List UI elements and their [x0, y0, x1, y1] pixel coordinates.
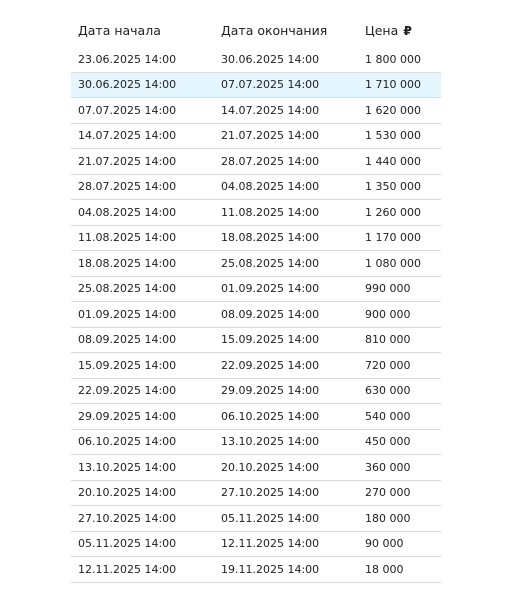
row-end-date: 22.09.2025 14:00 [221, 358, 320, 372]
row-end-date: 19.11.2025 14:00 [221, 562, 320, 576]
row-price: 1 350 000 [365, 180, 421, 194]
row-end-date: 30.06.2025 14:00 [221, 52, 320, 66]
row-start-date: 13.10.2025 14:00 [78, 460, 177, 474]
table-row[interactable] [71, 149, 441, 175]
header-end-date: Дата окончания [221, 22, 328, 38]
row-price: 540 000 [365, 409, 411, 423]
row-price: 450 000 [365, 435, 411, 449]
table-row[interactable] [71, 379, 441, 405]
row-end-date: 27.10.2025 14:00 [221, 486, 320, 500]
row-end-date: 18.08.2025 14:00 [221, 231, 320, 245]
table-row[interactable] [71, 404, 441, 430]
row-start-date: 18.08.2025 14:00 [78, 256, 177, 270]
row-start-date: 27.10.2025 14:00 [78, 511, 177, 525]
row-price: 1 800 000 [365, 52, 421, 66]
row-end-date: 06.10.2025 14:00 [221, 409, 320, 423]
row-end-date: 15.09.2025 14:00 [221, 333, 320, 347]
row-price: 180 000 [365, 511, 411, 525]
table-row[interactable] [71, 175, 441, 201]
row-end-date: 08.09.2025 14:00 [221, 307, 320, 321]
row-start-date: 29.09.2025 14:00 [78, 409, 177, 423]
table-row[interactable] [71, 353, 441, 379]
row-price: 1 440 000 [365, 154, 421, 168]
table-row[interactable] [71, 506, 441, 532]
row-price: 360 000 [365, 460, 411, 474]
row-start-date: 22.09.2025 14:00 [78, 384, 177, 398]
row-price: 270 000 [365, 486, 411, 500]
price-schedule-table [71, 14, 441, 583]
row-start-date: 12.11.2025 14:00 [78, 562, 177, 576]
header-price-label: Цена [365, 22, 399, 38]
table-row[interactable] [71, 277, 441, 303]
row-price: 1 080 000 [365, 256, 421, 270]
ruble-currency-icon: ₽ [403, 22, 412, 38]
table-row[interactable] [71, 302, 441, 328]
row-start-date: 28.07.2025 14:00 [78, 180, 177, 194]
row-start-date: 11.08.2025 14:00 [78, 231, 177, 245]
row-price: 900 000 [365, 307, 411, 321]
row-end-date: 29.09.2025 14:00 [221, 384, 320, 398]
row-end-date: 20.10.2025 14:00 [221, 460, 320, 474]
row-price: 1 170 000 [365, 231, 421, 245]
row-end-date: 13.10.2025 14:00 [221, 435, 320, 449]
table-row[interactable] [71, 47, 441, 73]
table-row[interactable] [71, 557, 441, 583]
row-price: 810 000 [365, 333, 411, 347]
row-start-date: 21.07.2025 14:00 [78, 154, 177, 168]
row-price: 990 000 [365, 282, 411, 296]
table-row[interactable] [71, 430, 441, 456]
row-end-date: 14.07.2025 14:00 [221, 103, 320, 117]
table-row[interactable] [71, 328, 441, 354]
row-start-date: 08.09.2025 14:00 [78, 333, 177, 347]
header-price [358, 23, 441, 38]
row-start-date: 23.06.2025 14:00 [78, 52, 177, 66]
row-start-date: 01.09.2025 14:00 [78, 307, 177, 321]
row-end-date: 07.07.2025 14:00 [221, 78, 320, 92]
row-end-date: 21.07.2025 14:00 [221, 129, 320, 143]
row-price: 1 710 000 [365, 78, 421, 92]
table-row[interactable] [71, 481, 441, 507]
table-body [71, 46, 441, 583]
row-price: 18 000 [365, 562, 404, 576]
row-price: 720 000 [365, 358, 411, 372]
header-start-date: Дата начала [78, 22, 161, 38]
row-start-date: 06.10.2025 14:00 [78, 435, 177, 449]
row-price: 1 530 000 [365, 129, 421, 143]
row-price: 90 000 [365, 537, 404, 551]
row-start-date: 15.09.2025 14:00 [78, 358, 177, 372]
table-row[interactable] [71, 251, 441, 277]
row-start-date: 14.07.2025 14:00 [78, 129, 177, 143]
row-price: 1 620 000 [365, 103, 421, 117]
row-start-date: 30.06.2025 14:00 [78, 78, 177, 92]
row-end-date: 12.11.2025 14:00 [221, 537, 320, 551]
row-start-date: 25.08.2025 14:00 [78, 282, 177, 296]
table-row[interactable] [71, 455, 441, 481]
table-row[interactable] [71, 73, 441, 99]
table-row[interactable] [71, 200, 441, 226]
row-price: 1 260 000 [365, 205, 421, 219]
row-end-date: 04.08.2025 14:00 [221, 180, 320, 194]
row-price: 630 000 [365, 384, 411, 398]
row-start-date: 05.11.2025 14:00 [78, 537, 177, 551]
table-row[interactable] [71, 124, 441, 150]
table-row[interactable] [71, 98, 441, 124]
table-row[interactable] [71, 226, 441, 252]
table-row[interactable] [71, 532, 441, 558]
table-header-row [71, 14, 441, 46]
row-end-date: 11.08.2025 14:00 [221, 205, 320, 219]
row-start-date: 07.07.2025 14:00 [78, 103, 177, 117]
row-start-date: 20.10.2025 14:00 [78, 486, 177, 500]
row-end-date: 28.07.2025 14:00 [221, 154, 320, 168]
row-start-date: 04.08.2025 14:00 [78, 205, 177, 219]
row-end-date: 25.08.2025 14:00 [221, 256, 320, 270]
row-end-date: 05.11.2025 14:00 [221, 511, 320, 525]
row-end-date: 01.09.2025 14:00 [221, 282, 320, 296]
